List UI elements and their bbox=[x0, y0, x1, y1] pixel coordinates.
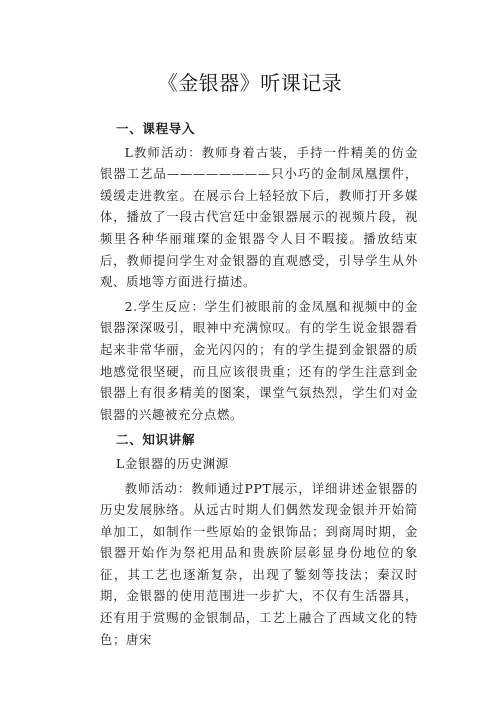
section-heading-knowledge: 二、知识讲解 bbox=[116, 432, 196, 448]
document-body bbox=[100, 118, 418, 654]
page-title: 《金银器》听课记录 bbox=[157, 71, 343, 95]
subheading-history: L金银器的历史渊源 bbox=[116, 456, 229, 471]
paragraph-history: 教师活动：教师通过PPT展示，详细讲述金银器的历史发展脉络。从远古时期人们偶然发现金银并开始简单加工，如制作一些原始的金银饰品；到商周时期，金银器开始作为祭祀用品和贵族阶层彰显身份地位的象征，其工艺也逐渐复杂，出现了錾刻等技法；秦汉时期，金银器的使用范围进一步扩大，不仅有生活器具，还有用于赏赐的金银制品，工艺上融合了西域文化的特色；唐宋 bbox=[100, 481, 418, 647]
paragraph-student-reaction: 2.学生反应：学生们被眼前的金凤凰和视频中的金银器深深吸引，眼神中充满惊叹。有的学生说金银器看起来非常华丽，金光闪闪的；有的学生提到金银器的质地感觉很坚硬，而且应该很贵重；还有的学生注意到金银器上有很多精美的图案，课堂气氛热烈，学生们对金银器的兴趣被充分点燃。 bbox=[100, 299, 418, 422]
paragraph-teacher-activity: L教师活动：教师身着古装，手持一件精美的仿金银器工艺品————————只小巧的金制凤凰摆件，缓缓走进教室。在展示台上轻轻放下后，教师打开多媒体，播放了一段古代宫廷中金银器展示的视频片段，视频里各种华丽璀璨的金银器令人目不暇接。播放结束后，教师提问学生对金银器的直观感受，引导学生从外观、质地等方面进行描述。 bbox=[100, 145, 418, 290]
section-heading-intro: 一、课程导入 bbox=[116, 121, 196, 136]
